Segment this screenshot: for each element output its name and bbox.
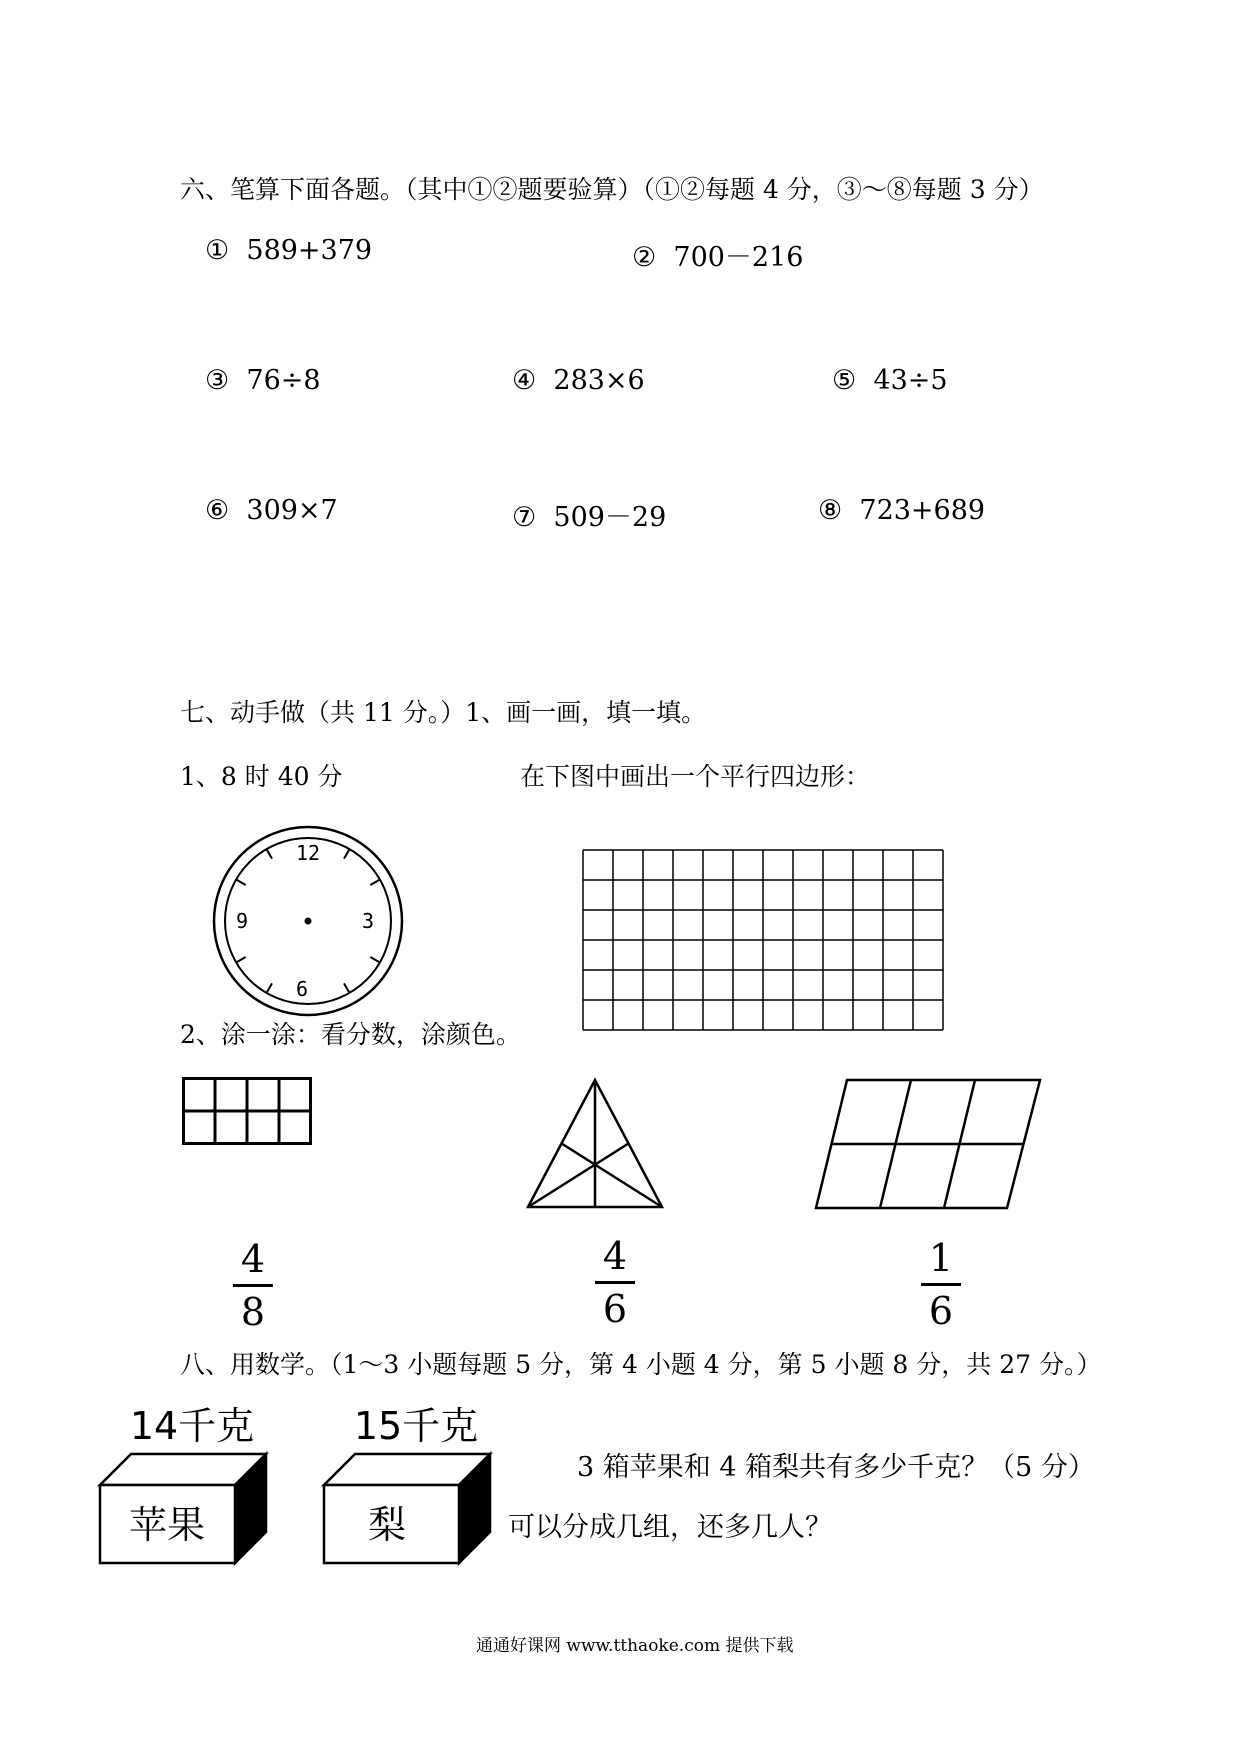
problem-number: ①: [205, 235, 230, 266]
problem-number: ④: [512, 365, 537, 396]
clock-tick: [344, 850, 349, 859]
problem-3: [205, 365, 321, 396]
section-6-title: 六、笔算下面各题。（其中①②题要验算）（①②每题 4 分，③～⑧每题 3 分）: [180, 175, 1044, 204]
problem-expression: 309×7: [246, 495, 338, 526]
section-7-title: 七、动手做（共 11 分。）1、画一画，填一填。: [180, 698, 707, 727]
problem-5: [832, 365, 948, 396]
problem-6: [205, 495, 338, 526]
clock-tick: [344, 983, 349, 992]
pear-box-label: 梨: [367, 1503, 407, 1547]
problem-1: [205, 235, 372, 266]
clock-number-9: 9: [235, 909, 249, 933]
question-groups: 可以分成几组，还多几人？: [508, 1512, 832, 1543]
pear-box: [324, 1395, 499, 1570]
problem-8: [818, 495, 985, 526]
problem-number: ③: [205, 365, 230, 396]
fraction-denominator: 8: [240, 1290, 266, 1334]
pear-box-weight: 15千克: [353, 1404, 479, 1448]
problem-expression: 283×6: [553, 365, 645, 396]
fraction-numerator: 1: [928, 1236, 954, 1280]
problem-expression: 589+379: [246, 235, 373, 266]
clock-tick: [370, 880, 379, 885]
clock-center-dot: [305, 918, 312, 925]
footer-text: 通通好课网 www.tthaoke.com 提供下载: [476, 1636, 794, 1656]
clock-tick: [237, 880, 246, 885]
problem-expression: 509－29: [553, 502, 667, 533]
square-grid[interactable]: [583, 850, 943, 1030]
clock-tick: [267, 983, 272, 992]
problem-number: ⑧: [818, 495, 843, 526]
triangle-sixths[interactable]: [525, 1078, 665, 1210]
problem-number: ⑥: [205, 495, 230, 526]
clock-tick: [267, 850, 272, 859]
problem-expression: 700－216: [673, 242, 804, 273]
problem-number: ⑦: [512, 502, 537, 533]
problem-4: [512, 365, 645, 396]
problem-expression: 723+689: [859, 495, 986, 526]
problem-expression: 43÷5: [873, 365, 948, 396]
section-8-title: 八、用数学。（1～3 小题每题 5 分，第 4 小题 4 分，第 5 小题 8 分，共 27 分。）: [180, 1350, 1102, 1379]
problem-number: ②: [632, 242, 657, 273]
clock-tick: [370, 957, 379, 962]
fraction-bar: [921, 1283, 961, 1286]
clock-task-label: 1、8 时 40 分: [180, 762, 343, 791]
problem-expression: 76÷8: [246, 365, 321, 396]
parallelogram-sixths[interactable]: [813, 1077, 1043, 1212]
fraction-1-6: [921, 1236, 961, 1333]
fraction-4-8: [233, 1237, 273, 1334]
problem-2: [632, 235, 803, 274]
fraction-denominator: 6: [602, 1287, 628, 1331]
fraction-bar: [233, 1284, 273, 1287]
apple-box: [100, 1395, 275, 1570]
rectangle-eighths[interactable]: [182, 1077, 312, 1145]
clock-tick: [237, 957, 246, 962]
clock-number-3: 3: [361, 909, 375, 933]
problem-number: ⑤: [832, 365, 857, 396]
grid-task-label: 在下图中画出一个平行四边形：: [520, 762, 871, 791]
problem-7: [512, 495, 666, 534]
fraction-denominator: 6: [928, 1289, 954, 1333]
fraction-4-6: [595, 1234, 635, 1331]
fraction-numerator: 4: [602, 1234, 628, 1278]
clock-number-12: 12: [295, 841, 321, 865]
question-apples-pears: 3 箱苹果和 4 箱梨共有多少千克？（5 分）: [577, 1452, 1095, 1483]
fraction-numerator: 4: [240, 1237, 266, 1281]
apple-box-weight: 14千克: [129, 1404, 255, 1448]
fraction-bar: [595, 1281, 635, 1284]
clock-face: [210, 823, 406, 1019]
color-task-label: 2、涂一涂：看分数，涂颜色。: [180, 1020, 521, 1049]
clock-number-6: 6: [295, 977, 309, 1001]
apple-box-label: 苹果: [128, 1503, 206, 1547]
